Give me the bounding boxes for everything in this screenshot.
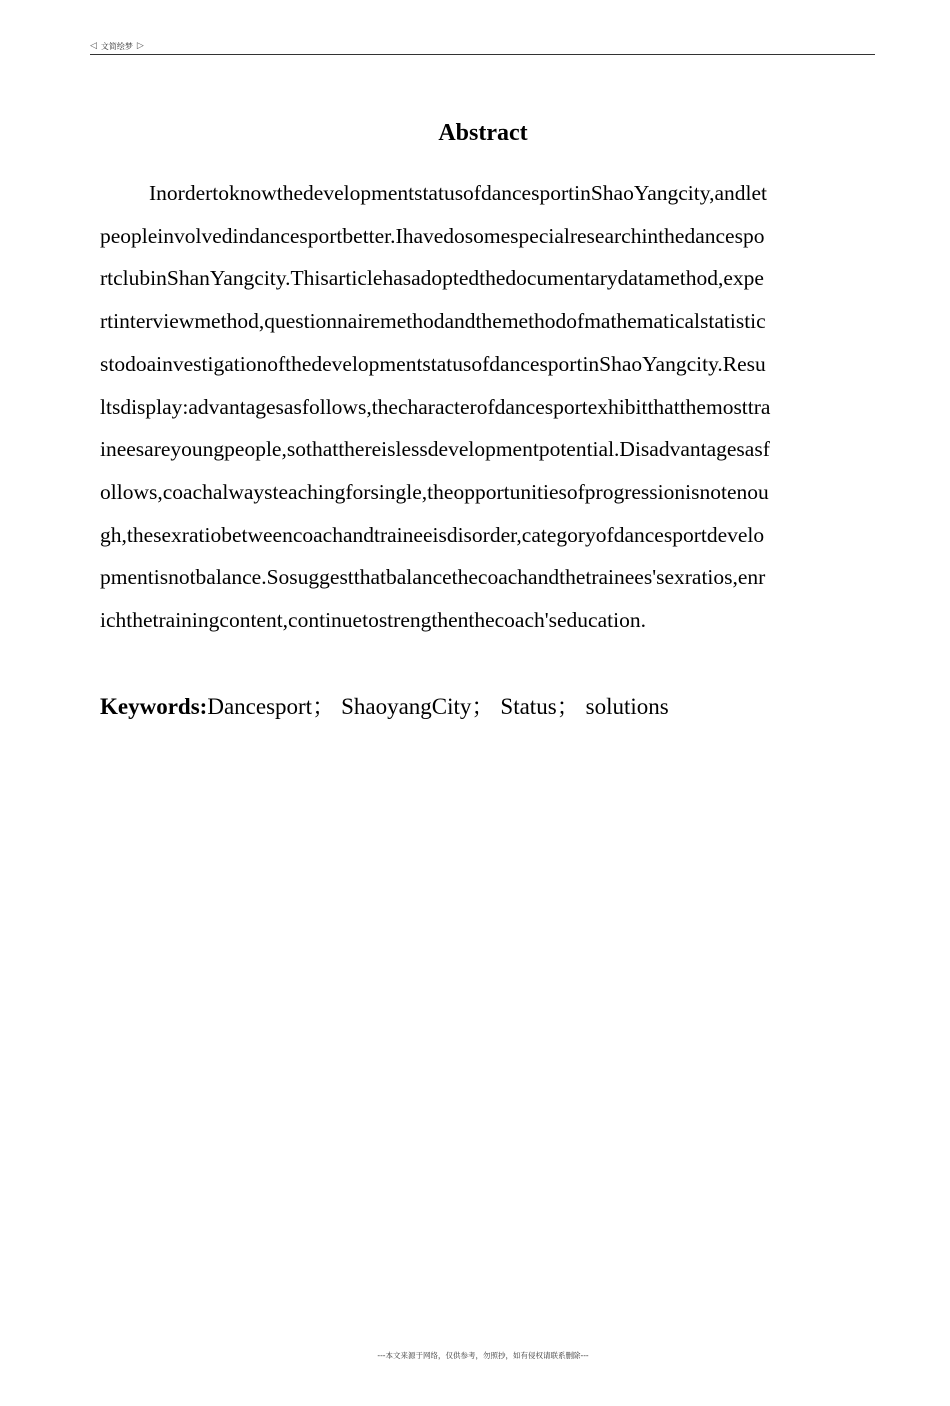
right-triangle-icon: ▷ bbox=[136, 41, 144, 51]
keyword-item: ShaoyangCity bbox=[341, 694, 472, 719]
abstract-line: InordertoknowthedevelopmentstatusofdancesportinShaoYangcity,andlet bbox=[149, 181, 767, 205]
abstract-line: ineesareyoungpeople,sothatthereislessdevelopmentpotential.Disadvantagesasf bbox=[100, 437, 770, 462]
abstract-line: stodoainvestigationofthedevelopmentstatusofdancesportinShaoYangcity.Resu bbox=[100, 351, 766, 376]
keywords-line bbox=[100, 688, 872, 726]
abstract-body bbox=[100, 172, 872, 642]
abstract-line: pmentisnotbalance.Sosuggestthatbalancethecoachandthetrainees'sexratios,enr bbox=[100, 565, 766, 590]
page-footer: ---本文来源于网络，仅供参考，勿照抄，如有侵权请联系删除--- bbox=[377, 1351, 589, 1360]
keyword-item: Dancesport bbox=[207, 694, 313, 719]
keyword-item: Status bbox=[500, 694, 557, 719]
abstract-line: gh,thesexratiobetweencoachandtraineeisdisorder,categoryofdancesportdevelo bbox=[100, 522, 765, 547]
abstract-title: Abstract bbox=[438, 120, 528, 146]
abstract-line: peopleinvolvedindancesportbetter.Ihavedosomespecialresearchinthedancespo bbox=[100, 223, 765, 248]
abstract-line: ollows,coachalwaysteachingforsingle,theopportunitiesofprogressionisnotenou bbox=[100, 479, 769, 504]
abstract-line: ichthetrainingcontent,continuetostrengthenthecoach'seducation. bbox=[100, 608, 646, 633]
keywords-label: Keywords: bbox=[100, 694, 208, 719]
page-header bbox=[90, 38, 875, 55]
abstract-line: ltsdisplay:advantagesasfollows,thecharacterofdancesportexhibitthatthemosttra bbox=[100, 394, 771, 419]
keyword-separator: ； bbox=[556, 694, 580, 719]
header-text: 文简绘梦 bbox=[100, 41, 133, 51]
left-triangle-icon: ◁ bbox=[90, 41, 97, 51]
abstract-line: rtinterviewmethod,questionnairemethodandthemethodofmathematicalstatistic bbox=[100, 309, 766, 334]
abstract-line: rtclubinShanYangcity.Thisarticlehasadoptedthedocumentarydatamethod,expe bbox=[100, 266, 764, 291]
keyword-separator: ； bbox=[471, 694, 495, 719]
keyword-item: solutions bbox=[585, 694, 669, 719]
keyword-separator: ； bbox=[312, 694, 336, 719]
